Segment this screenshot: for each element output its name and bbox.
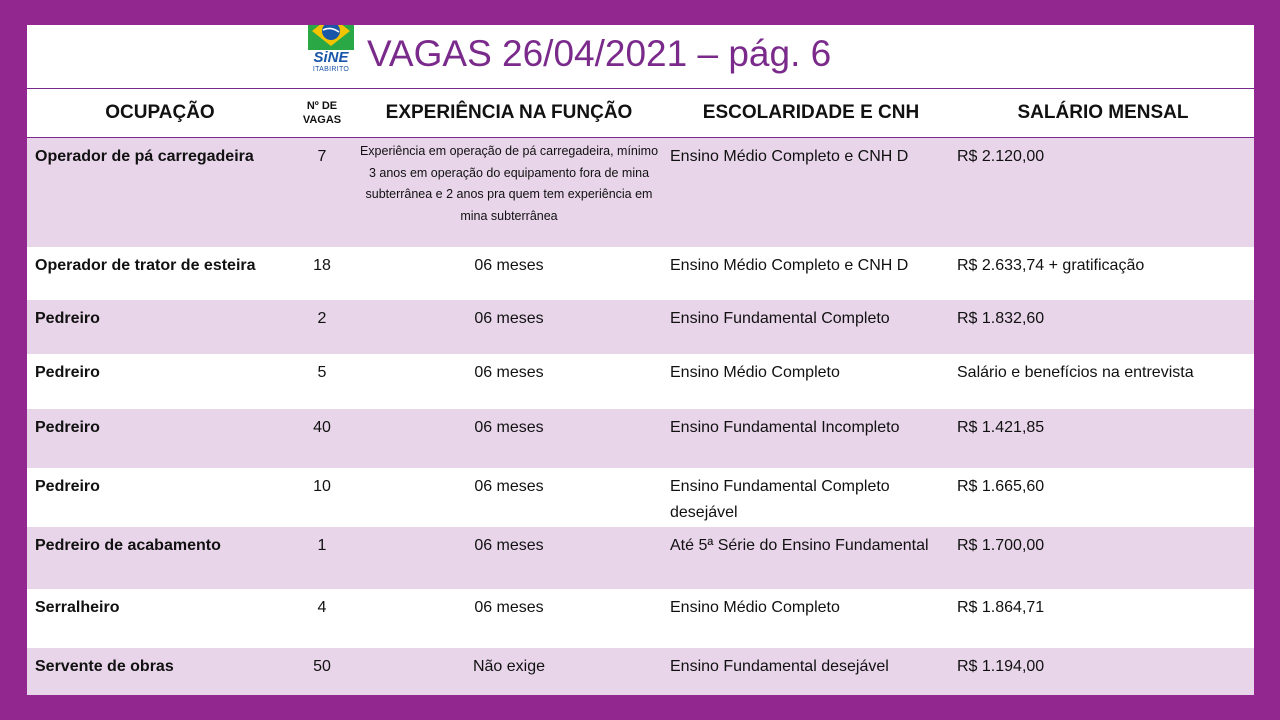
cell-escolaridade: Ensino Fundamental desejável	[670, 658, 889, 675]
cell-escolaridade: Ensino Médio Completo e CNH D	[670, 148, 909, 165]
header-vagas-line2: VAGAS	[302, 114, 342, 126]
table-row	[27, 138, 1254, 247]
cell-experiencia: 06 meses	[474, 599, 544, 616]
cell-ocupacao: Pedreiro	[35, 310, 100, 327]
header-vagas-line1: Nº DE	[306, 100, 338, 112]
table-row	[27, 648, 1254, 695]
cell-escolaridade: Ensino Médio Completo e CNH D	[670, 257, 909, 274]
logo-subtext: ITABIRITO	[312, 66, 350, 73]
cell-vagas: 18	[313, 257, 331, 274]
table-row	[27, 354, 1254, 409]
cell-vagas: 40	[313, 419, 331, 436]
cell-experiencia: 06 meses	[474, 478, 544, 495]
cell-ocupacao: Pedreiro	[35, 478, 100, 495]
cell-ocupacao: Operador de pá carregadeira	[35, 148, 254, 165]
cell-experiencia: 06 meses	[474, 364, 544, 381]
cell-experiencia: 06 meses	[474, 257, 544, 274]
cell-escolaridade: Até 5ª Série do Ensino Fundamental	[670, 537, 929, 554]
header-vagas	[287, 89, 357, 137]
cell-salario: R$ 1.194,00	[957, 658, 1045, 675]
cell-salario: R$ 1.700,00	[957, 537, 1045, 554]
cell-salario: R$ 1.864,71	[957, 599, 1045, 616]
cell-salario: R$ 2.120,00	[957, 148, 1045, 165]
cell-vagas: 10	[313, 478, 331, 495]
table-row	[27, 247, 1254, 300]
cell-experiencia: 06 meses	[474, 419, 544, 436]
header-escolaridade: ESCOLARIDADE E CNH	[702, 102, 920, 123]
cell-ocupacao: Operador de trator de esteira	[35, 257, 256, 274]
cell-salario: R$ 2.633,74 + gratificação	[957, 257, 1145, 274]
cell-experiencia: 06 meses	[474, 310, 544, 327]
cell-salario: Salário e benefícios na entrevista	[957, 364, 1194, 381]
cell-experiencia: 06 meses	[474, 537, 544, 554]
cell-escolaridade: Ensino Médio Completo	[670, 599, 840, 616]
cell-vagas: 5	[317, 364, 327, 381]
cell-salario: R$ 1.665,60	[957, 478, 1045, 495]
cell-ocupacao: Serralheiro	[35, 599, 120, 616]
page-title: VAGAS 26/04/2021 – pág. 6	[367, 33, 832, 74]
header-ocupacao: OCUPAÇÃO	[105, 102, 215, 123]
cell-vagas: 1	[317, 537, 327, 554]
cell-ocupacao: Pedreiro de acabamento	[35, 537, 221, 554]
cell-vagas: 2	[317, 310, 327, 327]
table-row	[27, 409, 1254, 468]
cell-ocupacao: Pedreiro	[35, 419, 100, 436]
cell-escolaridade: Ensino Fundamental Incompleto	[670, 419, 900, 436]
header-experiencia: EXPERIÊNCIA NA FUNÇÃO	[385, 102, 633, 123]
cell-salario: R$ 1.832,60	[957, 310, 1045, 327]
cell-ocupacao: Servente de obras	[35, 658, 174, 675]
header-salario: SALÁRIO MENSAL	[1017, 102, 1189, 123]
table-row	[27, 589, 1254, 648]
cell-vagas: 50	[313, 658, 331, 675]
cell-escolaridade: Ensino Fundamental Completo desejável	[670, 478, 890, 521]
slide	[27, 25, 1254, 695]
cell-escolaridade: Ensino Médio Completo	[670, 364, 840, 381]
table-row	[27, 300, 1254, 354]
cell-ocupacao: Pedreiro	[35, 364, 100, 381]
table-row	[27, 468, 1254, 527]
cell-vagas: 7	[317, 148, 327, 165]
cell-escolaridade: Ensino Fundamental Completo	[670, 310, 890, 327]
cell-experiencia: Não exige	[472, 658, 546, 675]
cell-salario: R$ 1.421,85	[957, 419, 1045, 436]
logo-text: SiNE	[313, 49, 349, 66]
cell-experiencia: Experiência em operação de pá carregadeira, mínimo 3 anos em operação do equipamento fora de mina subterrânea e 2 anos pra quem tem experiência em mina subterrânea	[359, 144, 659, 223]
cell-vagas: 4	[317, 599, 327, 616]
table-row	[27, 527, 1254, 589]
